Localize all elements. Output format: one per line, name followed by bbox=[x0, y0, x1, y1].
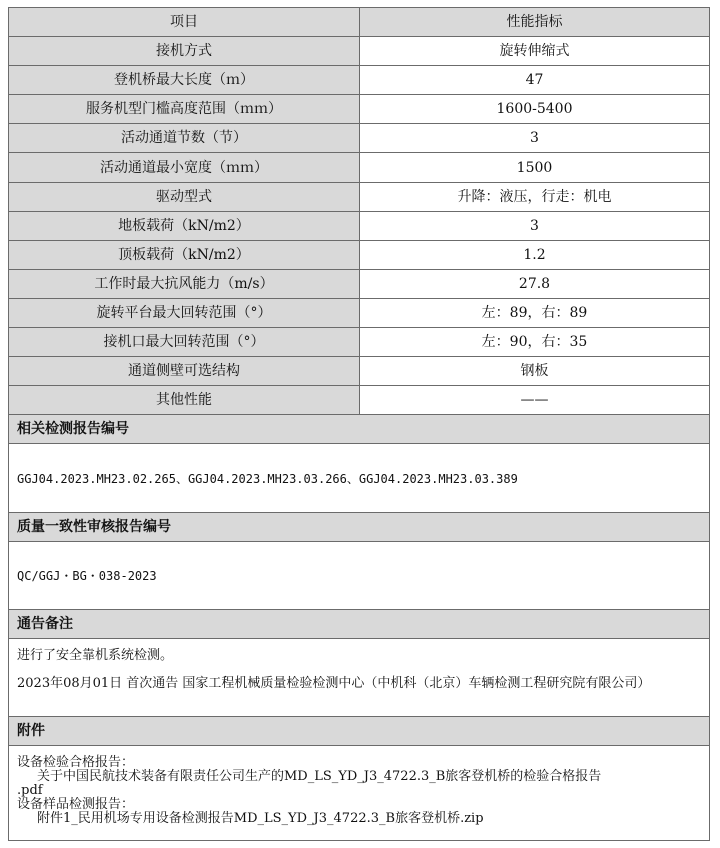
spec-row bbox=[9, 95, 710, 124]
spec-table-header bbox=[9, 8, 710, 37]
spec-value: 1.2 bbox=[360, 240, 710, 269]
spec-item: 活动通道节数（节） bbox=[9, 124, 360, 153]
quality-review-section bbox=[8, 513, 710, 610]
spec-row bbox=[9, 211, 710, 240]
section-body bbox=[9, 639, 709, 716]
spec-value: 升降：液压，行走：机电 bbox=[360, 182, 710, 211]
spec-value: 27.8 bbox=[360, 269, 710, 298]
spec-item: 接机方式 bbox=[9, 37, 360, 66]
section-title: 附件 bbox=[9, 717, 709, 746]
spec-row bbox=[9, 124, 710, 153]
spec-item: 通道侧壁可选结构 bbox=[9, 357, 360, 386]
spec-item: 活动通道最小宽度（ｍｍ） bbox=[9, 153, 360, 182]
spec-row bbox=[9, 269, 710, 298]
header-item: 项目 bbox=[9, 8, 360, 37]
spec-item: 其他性能 bbox=[9, 386, 360, 415]
attachment-link-pdf[interactable]: 关于中国民航技术装备有限责任公司生产的MD_LS_YD_J3_4722.3_B旅客登机桥的检验合格报告 bbox=[37, 769, 602, 785]
spec-item: 地板载荷（kN/m2） bbox=[9, 211, 360, 240]
spec-item: 工作时最大抗风能力（m/s） bbox=[9, 269, 360, 298]
spec-row bbox=[9, 66, 710, 95]
test-report-numbers: GGJ04.2023.MH23.02.265、GGJ04.2023.MH23.03.266、GGJ04.2023.MH23.03.389 bbox=[17, 471, 518, 486]
spec-value: —— bbox=[360, 386, 710, 415]
spec-value: 1600-5400 bbox=[360, 95, 710, 124]
document-sheet bbox=[8, 7, 710, 841]
attachments-section bbox=[8, 717, 710, 841]
spec-value: 左：89，右：89 bbox=[360, 298, 710, 327]
spec-row bbox=[9, 328, 710, 357]
spec-row bbox=[9, 37, 710, 66]
spec-value: 3 bbox=[360, 211, 710, 240]
spec-value: 1500 bbox=[360, 153, 710, 182]
spec-row bbox=[9, 386, 710, 415]
section-body bbox=[9, 746, 709, 840]
spec-row bbox=[9, 153, 710, 182]
spec-row bbox=[9, 240, 710, 269]
notice-line: 2023年08月01日 首次通告 国家工程机械质量检验检测中心（中机科（北京）车辆检测工程研究院有限公司） bbox=[17, 676, 651, 692]
test-reports-section bbox=[8, 415, 710, 513]
section-body bbox=[9, 444, 709, 512]
spec-table bbox=[8, 7, 710, 415]
spec-item: 旋转平台最大回转范围（°） bbox=[9, 298, 360, 327]
spec-value: 钢板 bbox=[360, 357, 710, 386]
spec-value: 旋转伸缩式 bbox=[360, 37, 710, 66]
spec-row bbox=[9, 298, 710, 327]
spec-value: 3 bbox=[360, 124, 710, 153]
section-title: 通告备注 bbox=[9, 610, 709, 639]
spec-item: 接机口最大回转范围（°） bbox=[9, 328, 360, 357]
section-title: 质量一致性审核报告编号 bbox=[9, 513, 709, 542]
quality-review-number: QC/GGJ・BG・038-2023 bbox=[17, 569, 157, 584]
spec-row bbox=[9, 182, 710, 211]
spec-item: 顶板载荷（kN/m2） bbox=[9, 240, 360, 269]
notice-line: 进行了安全靠机系统检测。 bbox=[17, 648, 174, 664]
spec-item: 服务机型门槛高度范围（ｍｍ） bbox=[9, 95, 360, 124]
spec-row bbox=[9, 357, 710, 386]
header-value: 性能指标 bbox=[360, 8, 710, 37]
section-title: 相关检测报告编号 bbox=[9, 415, 709, 444]
attachment-link-zip[interactable]: 附件1_民用机场专用设备检测报告MD_LS_YD_J3_4722.3_B旅客登机桥.zip bbox=[37, 811, 484, 827]
spec-value: 左：90，右：35 bbox=[360, 328, 710, 357]
attachment-link-pdf-ext[interactable]: .pdf bbox=[17, 783, 43, 799]
attachment-label: 设备检验合格报告： bbox=[17, 755, 135, 771]
spec-item: 登机桥最大长度（ｍ） bbox=[9, 66, 360, 95]
spec-item: 驱动型式 bbox=[9, 182, 360, 211]
section-body bbox=[9, 542, 709, 609]
spec-value: 47 bbox=[360, 66, 710, 95]
attachment-label: 设备样品检测报告： bbox=[17, 797, 135, 813]
notice-section bbox=[8, 610, 710, 717]
